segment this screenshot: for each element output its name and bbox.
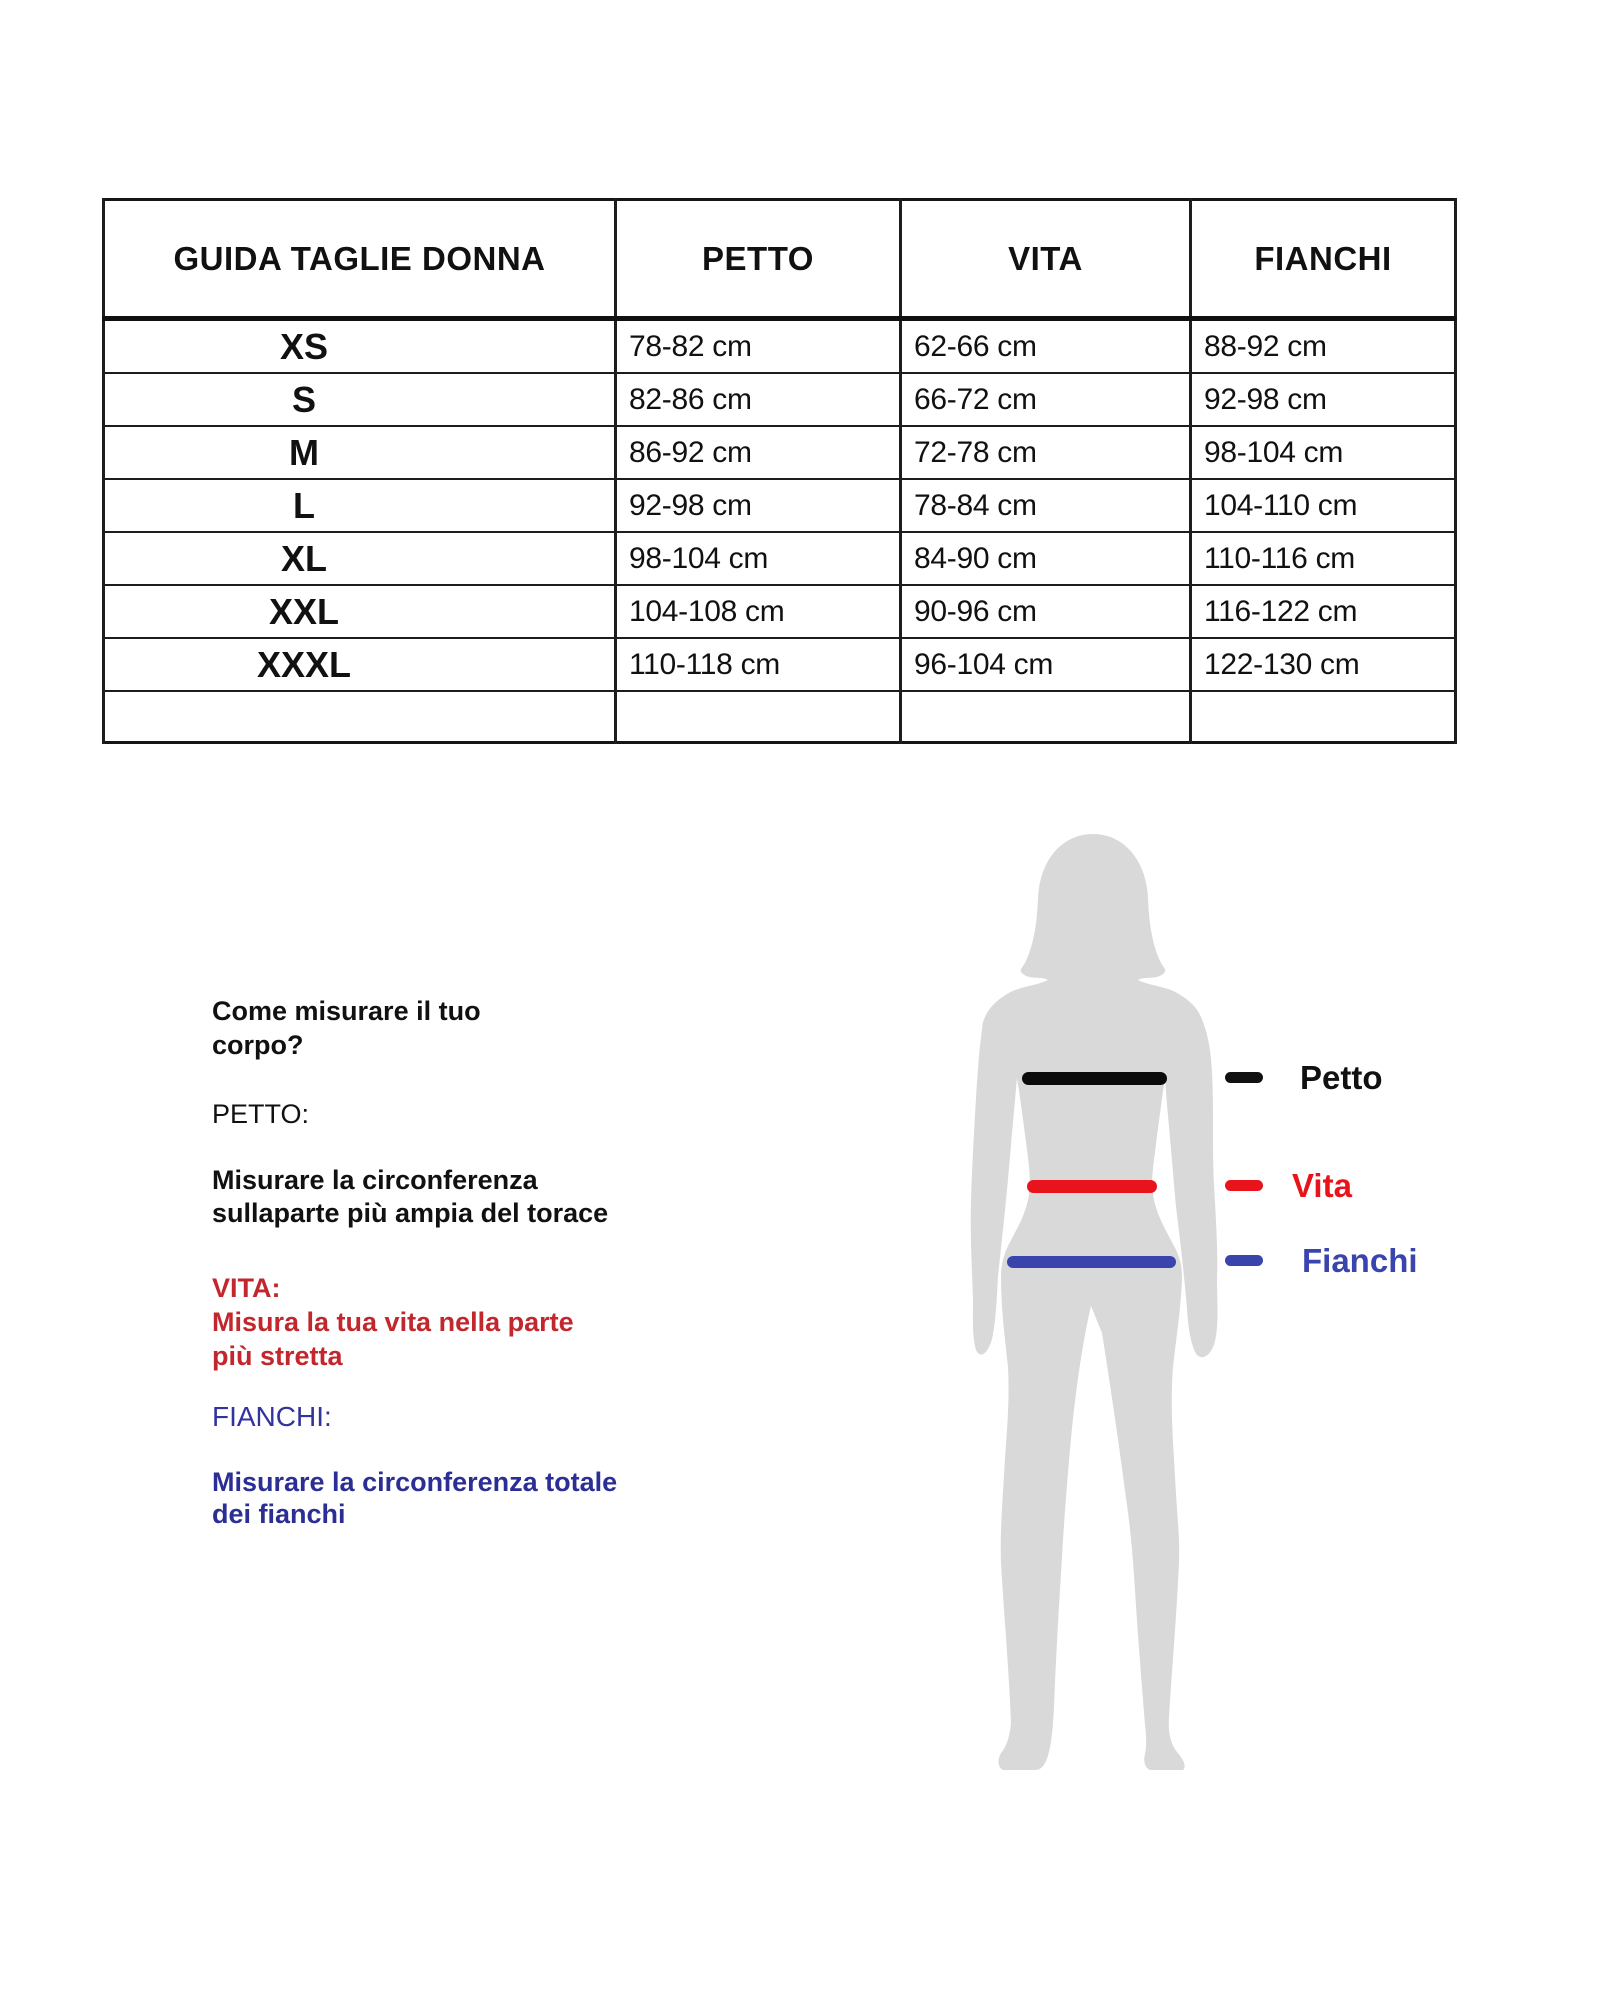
vita-value: 90-96 cm [901, 585, 1191, 638]
table-row-empty [104, 691, 1456, 743]
fianchi-description-line-1: Misurare la circonferenza totale [212, 1467, 618, 1497]
fianchi-measure-band [1007, 1256, 1176, 1268]
vita-value: 96-104 cm [901, 638, 1191, 691]
table-row-m [104, 426, 1456, 479]
size-label: S [104, 373, 616, 426]
petto-value: 98-104 cm [616, 532, 901, 585]
fianchi-value: 122-130 cm [1191, 638, 1456, 691]
table-row-xxl [104, 585, 1456, 638]
fianchi-value: 110-116 cm [1191, 532, 1456, 585]
table-row-xs [104, 319, 1456, 374]
table-row-l [104, 479, 1456, 532]
title-line-2: corpo? [212, 1030, 304, 1060]
fianchi-value: 88-92 cm [1191, 319, 1456, 374]
fianchi-value: 116-122 cm [1191, 585, 1456, 638]
petto-value: 110-118 cm [616, 638, 901, 691]
measurement-diagram [930, 820, 1290, 1800]
petto-legend-label: Petto [1300, 1059, 1383, 1096]
size-guide-table [102, 198, 1457, 744]
petto-description-line-1: Misurare la circonferenza [212, 1165, 538, 1195]
petto-legend-dash [1225, 1072, 1263, 1083]
petto-measure-band [1022, 1072, 1167, 1085]
vita-heading: VITA: [212, 1273, 281, 1303]
vita-value: 84-90 cm [901, 532, 1191, 585]
table-row-s [104, 373, 1456, 426]
petto-value: 104-108 cm [616, 585, 901, 638]
vita-value [901, 691, 1191, 743]
table-row-xxxl [104, 638, 1456, 691]
fianchi-legend-dash [1225, 1255, 1263, 1266]
fianchi-value: 104-110 cm [1191, 479, 1456, 532]
size-label: XL [104, 532, 616, 585]
vita-description [212, 1271, 712, 1373]
table-header-row [104, 200, 1456, 319]
petto-description [212, 1164, 712, 1230]
fianchi-heading: FIANCHI: [212, 1401, 332, 1432]
fianchi-value [1191, 691, 1456, 743]
petto-value: 86-92 cm [616, 426, 901, 479]
body-silhouette-shape [971, 834, 1218, 1770]
size-label: L [104, 479, 616, 532]
header-guida-taglie-donna: GUIDA TAGLIE DONNA [104, 200, 616, 319]
header-fianchi: FIANCHI [1191, 200, 1456, 319]
vita-value: 78-84 cm [901, 479, 1191, 532]
size-label [104, 691, 616, 743]
fianchi-value: 98-104 cm [1191, 426, 1456, 479]
petto-value: 92-98 cm [616, 479, 901, 532]
vita-value: 62-66 cm [901, 319, 1191, 374]
vita-legend-label: Vita [1292, 1167, 1352, 1204]
petto-heading: PETTO: [212, 1099, 310, 1129]
vita-value: 66-72 cm [901, 373, 1191, 426]
how-to-measure-title [212, 994, 712, 1062]
size-label: XXXL [104, 638, 616, 691]
fianchi-description-line-2: dei fianchi [212, 1499, 346, 1529]
vita-description-line-2: più stretta [212, 1341, 343, 1371]
vita-value: 72-78 cm [901, 426, 1191, 479]
title-line-1: Come misurare il tuo [212, 996, 481, 1026]
header-vita: VITA [901, 200, 1191, 319]
size-label: M [104, 426, 616, 479]
petto-value: 78-82 cm [616, 319, 901, 374]
vita-measure-band [1027, 1180, 1157, 1193]
female-body-silhouette [930, 820, 1290, 1800]
fianchi-description [212, 1466, 712, 1530]
petto-value: 82-86 cm [616, 373, 901, 426]
size-label: XS [104, 319, 616, 374]
fianchi-value: 92-98 cm [1191, 373, 1456, 426]
petto-description-line-2: sullaparte più ampia del torace [212, 1198, 609, 1228]
fianchi-legend-label: Fianchi [1302, 1242, 1418, 1279]
header-petto: PETTO [616, 200, 901, 319]
size-label: XXL [104, 585, 616, 638]
vita-legend-dash [1225, 1180, 1263, 1191]
table-row-xl [104, 532, 1456, 585]
petto-value [616, 691, 901, 743]
vita-description-line-1: Misura la tua vita nella parte [212, 1307, 574, 1337]
